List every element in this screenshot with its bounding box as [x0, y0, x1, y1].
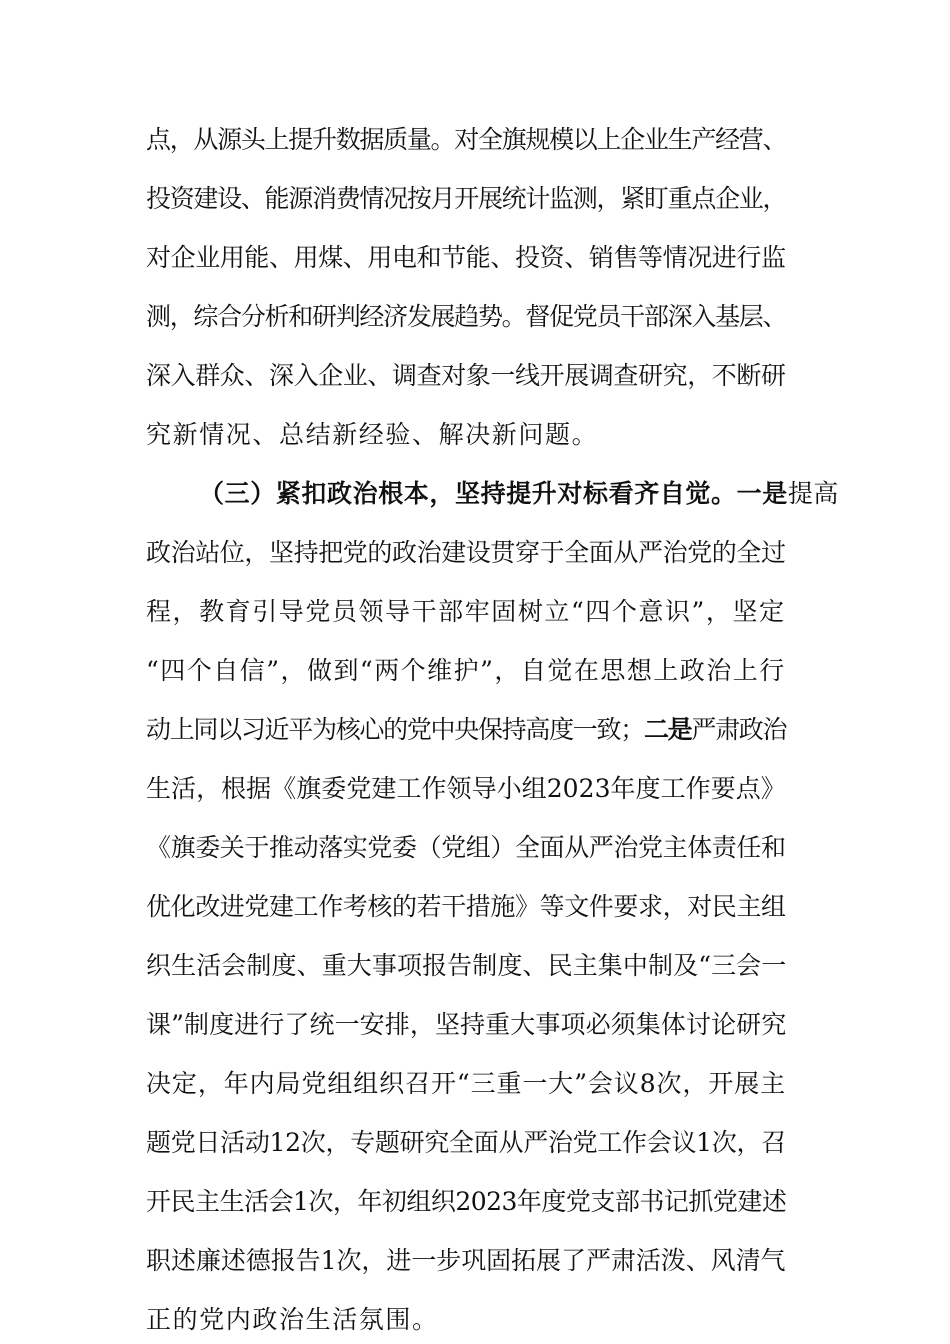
- bold-text-segment: 二是: [643, 715, 692, 744]
- text-segment: 投资建设、能源消费情况按月开展统计监测，紧盯重点企业，: [146, 184, 787, 213]
- text-line: [199, 474, 839, 514]
- text-segment: 优化改进党建工作考核的若干措施》等文件要求，对民主组: [146, 892, 786, 921]
- text-segment: 究新情况、总结新经验、解决新问题。: [146, 420, 599, 449]
- text-line: [146, 769, 786, 809]
- text-segment: 正的党内政治生活氛围。: [146, 1305, 439, 1334]
- text-line: [146, 1182, 786, 1222]
- text-line: [146, 415, 598, 455]
- text-segment: 《旗委关于推动落实党委（党组）全面从严治党主体责任和: [146, 833, 786, 862]
- text-segment: 题党日活动12次，专题研究全面从严治党工作会议1次，召: [146, 1128, 786, 1157]
- text-line: [146, 592, 786, 632]
- text-line: [146, 946, 786, 986]
- text-line: [146, 533, 786, 573]
- text-segment: 动上同以习近平为核心的党中央保持高度一致；: [146, 715, 644, 744]
- text-segment: 织生活会制度、重大事项报告制度、民主集中制及“三会一: [146, 951, 787, 980]
- text-line: [146, 1064, 786, 1104]
- text-segment: 点，从源头上提升数据质量。对全旗规模以上企业生产经营、: [146, 125, 787, 154]
- text-segment: “四个自信”，做到“两个维护”，自觉在思想上政治上行: [146, 656, 786, 685]
- text-line: [146, 356, 786, 396]
- text-segment: 提高: [787, 479, 840, 508]
- text-segment: 政治站位，坚持把党的政治建设贯穿于全面从严治党的全过: [146, 538, 786, 567]
- text-line: [146, 238, 786, 278]
- text-line: [146, 1123, 786, 1163]
- text-line: [146, 120, 786, 160]
- text-line: [146, 1005, 786, 1045]
- text-segment: 生活，根据《旗委党建工作领导小组2023年度工作要点》: [146, 774, 786, 803]
- text-segment: 深入群众、深入企业、调查对象一线开展调查研究，不断研: [146, 361, 786, 390]
- text-segment: 职述廉述德报告1次，进一步巩固拓展了严肃活泼、风清气: [146, 1246, 786, 1275]
- text-line: [146, 828, 786, 868]
- text-segment: 开民主生活会1次，年初组织2023年度党支部书记抓党建述: [146, 1187, 787, 1216]
- text-segment: 严肃政治: [691, 715, 787, 744]
- text-segment: 程，教育引导党员领导干部牢固树立“四个意识”，坚定: [146, 597, 786, 626]
- text-line: [146, 1241, 786, 1281]
- text-segment: 对企业用能、用煤、用电和节能、投资、销售等情况进行监: [146, 243, 786, 272]
- text-segment: 决定，年内局党组组织召开“三重一大”会议8次，开展主: [146, 1069, 787, 1098]
- text-line: [146, 297, 786, 337]
- text-line: [146, 887, 786, 927]
- text-line: [146, 179, 786, 219]
- bold-text-segment: （三）紧扣政治根本，坚持提升对标看齐自觉。一是: [199, 479, 788, 508]
- text-segment: 测，综合分析和研判经济发展趋势。督促党员干部深入基层、: [146, 302, 787, 331]
- text-segment: 课”制度进行了统一安排，坚持重大事项必须集体讨论研究: [146, 1010, 787, 1039]
- text-line: [146, 1300, 439, 1340]
- text-line: [146, 710, 786, 750]
- text-line: [146, 651, 786, 691]
